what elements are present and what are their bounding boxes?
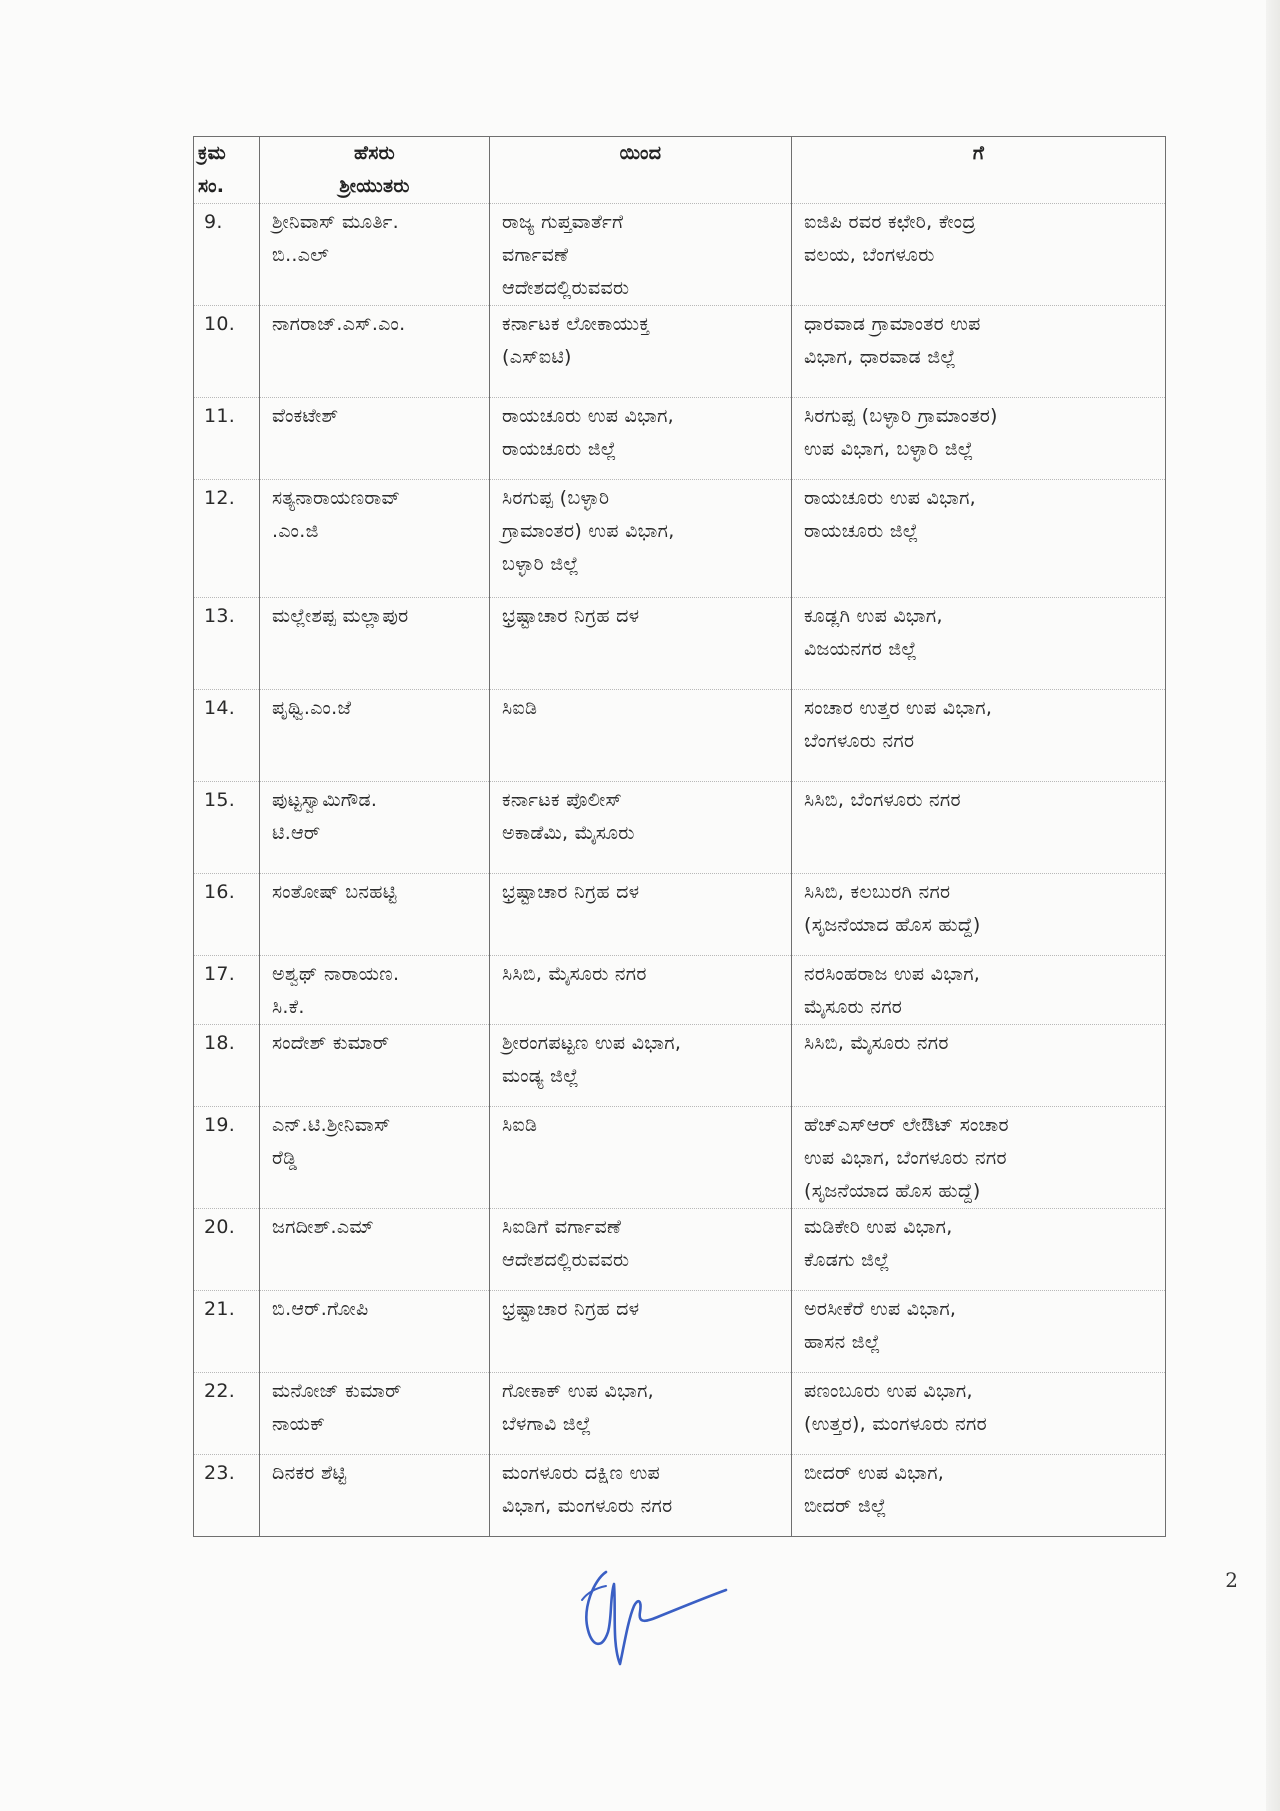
officer-name-cell: ಬಿ.ಆರ್.ಗೋಪಿ <box>260 1291 490 1373</box>
table-row <box>194 1373 1166 1455</box>
table-body <box>194 204 1166 1537</box>
officer-name-cell: ದಿನಕರ ಶೆಟ್ಟಿ <box>260 1455 490 1537</box>
serial-number-cell: 19. <box>194 1107 260 1209</box>
serial-number-cell: 14. <box>194 690 260 782</box>
table-row <box>194 874 1166 956</box>
transferred-from-cell: ಕರ್ನಾಟಕ ಪೊಲೀಸ್ ಅಕಾಡೆಮಿ, ಮೈಸೂರು <box>490 782 792 874</box>
transferred-to-cell: ಸಿಸಿಬಿ, ಬೆಂಗಳೂರು ನಗರ <box>792 782 1166 874</box>
page-edge-shadow <box>1266 0 1280 1811</box>
officer-name-cell: ಪೃಥ್ವಿ.ಎಂ.ಜೆ <box>260 690 490 782</box>
transferred-from-cell: ರಾಜ್ಯ ಗುಪ್ತವಾರ್ತೆಗೆ ವರ್ಗಾವಣೆ ಆದೇಶದಲ್ಲಿರುವವರು <box>490 204 792 306</box>
header-name: ಹೆಸರು ಶ್ರೀಯುತರು <box>260 137 490 204</box>
officer-name-cell: ಪುಟ್ಟಸ್ವಾಮಿಗೌಡ. ಟಿ.ಆರ್ <box>260 782 490 874</box>
transferred-from-cell: ಗೋಕಾಕ್ ಉಪ ವಿಭಾಗ, ಬೆಳಗಾವಿ ಜಿಲ್ಲೆ <box>490 1373 792 1455</box>
transferred-from-cell: ಭ್ರಷ್ಟಾಚಾರ ನಿಗ್ರಹ ದಳ <box>490 874 792 956</box>
transferred-from-cell: ಸಿಐಡಿ <box>490 690 792 782</box>
table-row <box>194 1291 1166 1373</box>
officer-name-cell: ಸತ್ಯನಾರಾಯಣರಾವ್ .ಎಂ.ಜಿ <box>260 480 490 598</box>
signature <box>576 1560 732 1670</box>
header-to: ಗೆ <box>792 137 1166 204</box>
table-row <box>194 1025 1166 1107</box>
officer-name-cell: ಜಗದೀಶ್.ಎಮ್ <box>260 1209 490 1291</box>
serial-number-cell: 17. <box>194 956 260 1025</box>
table-header <box>194 137 1166 204</box>
transferred-to-cell: ರಾಯಚೂರು ಉಪ ವಿಭಾಗ, ರಾಯಚೂರು ಜಿಲ್ಲೆ <box>792 480 1166 598</box>
officer-name-cell: ಶ್ರೀನಿವಾಸ್ ಮೂರ್ತಿ. ಬಿ..ಎಲ್ <box>260 204 490 306</box>
table-row <box>194 956 1166 1025</box>
serial-number-cell: 10. <box>194 306 260 398</box>
officer-name-cell: ಸಂದೇಶ್ ಕುಮಾರ್ <box>260 1025 490 1107</box>
transferred-to-cell: ಸಿರಗುಪ್ಪ (ಬಳ್ಳಾರಿ ಗ್ರಾಮಾಂತರ) ಉಪ ವಿಭಾಗ, ಬಳ್ಳಾರಿ ಜಿಲ್ಲೆ <box>792 398 1166 480</box>
transferred-to-cell: ಸಿಸಿಬಿ, ಕಲಬುರಗಿ ನಗರ (ಸೃಜನೆಯಾದ ಹೊಸ ಹುದ್ದೆ) <box>792 874 1166 956</box>
transferred-from-cell: ಶ್ರೀರಂಗಪಟ್ಟಣ ಉಪ ವಿಭಾಗ, ಮಂಡ್ಯ ಜಿಲ್ಲೆ <box>490 1025 792 1107</box>
serial-number-cell: 12. <box>194 480 260 598</box>
transfer-table <box>193 136 1166 1537</box>
serial-number-cell: 21. <box>194 1291 260 1373</box>
transferred-to-cell: ಸಿಸಿಬಿ, ಮೈಸೂರು ನಗರ <box>792 1025 1166 1107</box>
transferred-from-cell: ಸಿಐಡಿ <box>490 1107 792 1209</box>
transferred-to-cell: ನರಸಿಂಹರಾಜ ಉಪ ವಿಭಾಗ, ಮೈಸೂರು ನಗರ <box>792 956 1166 1025</box>
serial-number-cell: 15. <box>194 782 260 874</box>
serial-number-cell: 11. <box>194 398 260 480</box>
transferred-from-cell: ಭ್ರಷ್ಟಾಚಾರ ನಿಗ್ರಹ ದಳ <box>490 1291 792 1373</box>
transferred-from-cell: ಸಿಐಡಿಗೆ ವರ್ಗಾವಣೆ ಆದೇಶದಲ್ಲಿರುವವರು <box>490 1209 792 1291</box>
table-row <box>194 1209 1166 1291</box>
table-row <box>194 598 1166 690</box>
table-row <box>194 480 1166 598</box>
table-row <box>194 398 1166 480</box>
transferred-to-cell: ಕೂಡ್ಲಗಿ ಉಪ ವಿಭಾಗ, ವಿಜಯನಗರ ಜಿಲ್ಲೆ <box>792 598 1166 690</box>
officer-name-cell: ಮನೋಜ್ ಕುಮಾರ್ ನಾಯಕ್ <box>260 1373 490 1455</box>
table-row <box>194 1107 1166 1209</box>
officer-name-cell: ಸಂತೋಷ್ ಬನಹಟ್ಟಿ <box>260 874 490 956</box>
table-row <box>194 1455 1166 1537</box>
serial-number-cell: 13. <box>194 598 260 690</box>
officer-name-cell: ಅಶ್ವಥ್ ನಾರಾಯಣ. ಸಿ.ಕೆ. <box>260 956 490 1025</box>
officer-name-cell: ನಾಗರಾಜ್.ಎಸ್.ಎಂ. <box>260 306 490 398</box>
transferred-from-cell: ಮಂಗಳೂರು ದಕ್ಷಿಣ ಉಪ ವಿಭಾಗ, ಮಂಗಳೂರು ನಗರ <box>490 1455 792 1537</box>
table-row <box>194 782 1166 874</box>
transferred-to-cell: ಸಂಚಾರ ಉತ್ತರ ಉಪ ವಿಭಾಗ, ಬೆಂಗಳೂರು ನಗರ <box>792 690 1166 782</box>
serial-number-cell: 22. <box>194 1373 260 1455</box>
table-row <box>194 690 1166 782</box>
serial-number-cell: 18. <box>194 1025 260 1107</box>
table-row <box>194 204 1166 306</box>
transferred-to-cell: ಪಣಂಬೂರು ಉಪ ವಿಭಾಗ, (ಉತ್ತರ), ಮಂಗಳೂರು ನಗರ <box>792 1373 1166 1455</box>
serial-number-cell: 16. <box>194 874 260 956</box>
officer-name-cell: ಎನ್.ಟಿ.ಶ್ರೀನಿವಾಸ್ ರೆಡ್ಡಿ <box>260 1107 490 1209</box>
header-from: ಯಿಂದ <box>490 137 792 204</box>
transferred-to-cell: ಐಜಿಪಿ ರವರ ಕಛೇರಿ, ಕೇಂದ್ರ ವಲಯ, ಬೆಂಗಳೂರು <box>792 204 1166 306</box>
transferred-to-cell: ಮಡಿಕೇರಿ ಉಪ ವಿಭಾಗ, ಕೊಡಗು ಜಿಲ್ಲೆ <box>792 1209 1166 1291</box>
serial-number-cell: 23. <box>194 1455 260 1537</box>
transferred-to-cell: ಹೆಚ್ಎಸ್ಆರ್ ಲೇಔಟ್ ಸಂಚಾರ ಉಪ ವಿಭಾಗ, ಬೆಂಗಳೂರು ನಗರ (ಸೃಜನೆಯಾದ ಹೊಸ ಹುದ್ದೆ) <box>792 1107 1166 1209</box>
transferred-from-cell: ಭ್ರಷ್ಟಾಚಾರ ನಿಗ್ರಹ ದಳ <box>490 598 792 690</box>
transferred-from-cell: ಸಿಸಿಬಿ, ಮೈಸೂರು ನಗರ <box>490 956 792 1025</box>
serial-number-cell: 20. <box>194 1209 260 1291</box>
officer-name-cell: ಮಲ್ಲೇಶಪ್ಪ ಮಲ್ಲಾಪುರ <box>260 598 490 690</box>
officer-name-cell: ವೆಂಕಟೇಶ್ <box>260 398 490 480</box>
transferred-to-cell: ಅರಸೀಕೆರೆ ಉಪ ವಿಭಾಗ, ಹಾಸನ ಜಿಲ್ಲೆ <box>792 1291 1166 1373</box>
transferred-to-cell: ಬೀದರ್ ಉಪ ವಿಭಾಗ, ಬೀದರ್ ಜಿಲ್ಲೆ <box>792 1455 1166 1537</box>
transferred-from-cell: ರಾಯಚೂರು ಉಪ ವಿಭಾಗ, ರಾಯಚೂರು ಜಿಲ್ಲೆ <box>490 398 792 480</box>
serial-number-cell: 9. <box>194 204 260 306</box>
table-row <box>194 306 1166 398</box>
header-serial-number: ಕ್ರಮ ಸಂ. <box>194 137 260 204</box>
transferred-from-cell: ಸಿರಗುಪ್ಪ (ಬಳ್ಳಾರಿ ಗ್ರಾಮಾಂತರ) ಉಪ ವಿಭಾಗ, ಬಳ್ಳಾರಿ ಜಿಲ್ಲೆ <box>490 480 792 598</box>
transferred-to-cell: ಧಾರವಾಡ ಗ್ರಾಮಾಂತರ ಉಪ ವಿಭಾಗ, ಧಾರವಾಡ ಜಿಲ್ಲೆ <box>792 306 1166 398</box>
page-number: 2 <box>1225 1568 1238 1592</box>
transferred-from-cell: ಕರ್ನಾಟಕ ಲೋಕಾಯುಕ್ತ (ಎಸ್ಐಟಿ) <box>490 306 792 398</box>
